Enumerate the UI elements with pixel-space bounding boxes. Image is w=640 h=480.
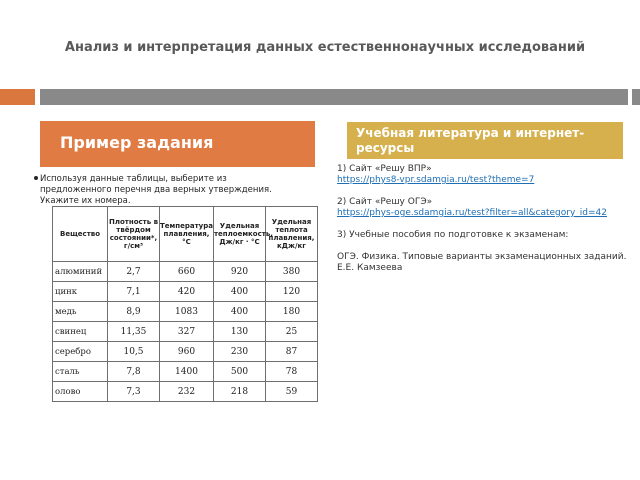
accent-bar-gray — [40, 89, 628, 105]
cell-melting-point: 1083 — [160, 302, 214, 322]
bullet-icon — [34, 176, 38, 180]
table-row — [53, 322, 318, 342]
cell-melting-point: 960 — [160, 342, 214, 362]
cell-heat-of-fusion: 180 — [266, 302, 318, 322]
accent-bar-orange — [0, 89, 35, 105]
cell-heat-of-fusion: 78 — [266, 362, 318, 382]
cell-melting-point: 327 — [160, 322, 214, 342]
task-bullet — [40, 174, 300, 207]
accent-bar-gray-right — [632, 89, 640, 105]
cell-heat-capacity: 920 — [214, 262, 266, 282]
resource-book: ОГЭ. Физика. Типовые варианты экзаменационных заданий. Е.Е. Камзеева — [337, 252, 627, 273]
cell-heat-capacity: 130 — [214, 322, 266, 342]
resources-list — [337, 164, 637, 274]
resource-link-vpr[interactable]: https://phys8-vpr.sdamgia.ru/test?theme=7 — [337, 175, 535, 185]
page-title: Анализ и интерпретация данных естественнонаучных исследований — [64, 40, 586, 55]
cell-substance: алюминий — [53, 262, 108, 282]
table-row — [53, 382, 318, 402]
header-melting-point: Температура плавления, °С — [160, 207, 214, 262]
cell-substance: серебро — [53, 342, 108, 362]
table-row — [53, 362, 318, 382]
resource-label: 3) Учебные пособия по подготовке к экзаменам: — [337, 230, 569, 240]
cell-heat-capacity: 230 — [214, 342, 266, 362]
resource-link-oge[interactable]: https://phys-oge.sdamgia.ru/test?filter=all&category_id=42 — [337, 208, 607, 218]
cell-heat-of-fusion: 120 — [266, 282, 318, 302]
cell-melting-point: 420 — [160, 282, 214, 302]
literature-heading: Учебная литература и интернет-ресурсы — [347, 122, 623, 159]
table-header-row — [53, 207, 318, 262]
cell-substance: медь — [53, 302, 108, 322]
cell-heat-of-fusion: 59 — [266, 382, 318, 402]
header-heat-capacity: Удельная теплоемкость, Дж/кг · °С — [214, 207, 266, 262]
cell-melting-point: 1400 — [160, 362, 214, 382]
cell-density: 8,9 — [108, 302, 160, 322]
cell-melting-point: 232 — [160, 382, 214, 402]
substances-table — [52, 206, 318, 402]
cell-density: 11,35 — [108, 322, 160, 342]
cell-heat-of-fusion: 25 — [266, 322, 318, 342]
cell-heat-capacity: 218 — [214, 382, 266, 402]
cell-substance: сталь — [53, 362, 108, 382]
cell-heat-capacity: 400 — [214, 302, 266, 322]
cell-density: 7,1 — [108, 282, 160, 302]
cell-melting-point: 660 — [160, 262, 214, 282]
cell-heat-capacity: 400 — [214, 282, 266, 302]
table-row — [53, 282, 318, 302]
header-heat-of-fusion: Удельная теплота плавления, кДж/кг — [266, 207, 318, 262]
cell-substance: свинец — [53, 322, 108, 342]
resource-label: 1) Сайт «Решу ВПР» — [337, 164, 432, 174]
table-row — [53, 302, 318, 322]
cell-heat-of-fusion: 87 — [266, 342, 318, 362]
cell-heat-capacity: 500 — [214, 362, 266, 382]
table-row — [53, 342, 318, 362]
task-text: Используя данные таблицы, выберите из предложенного перечня два верных утверждения. Укажите их номера. — [40, 174, 272, 206]
cell-density: 7,3 — [108, 382, 160, 402]
cell-heat-of-fusion: 380 — [266, 262, 318, 282]
cell-density: 10,5 — [108, 342, 160, 362]
resource-label: 2) Сайт «Решу ОГЭ» — [337, 197, 433, 207]
header-density: Плотность в твёрдом состоянии*, г/см³ — [108, 207, 160, 262]
cell-density: 2,7 — [108, 262, 160, 282]
cell-density: 7,8 — [108, 362, 160, 382]
cell-substance: цинк — [53, 282, 108, 302]
cell-substance: олово — [53, 382, 108, 402]
table-row — [53, 262, 318, 282]
header-substance: Вещество — [53, 207, 108, 262]
example-heading: Пример задания — [40, 121, 315, 167]
